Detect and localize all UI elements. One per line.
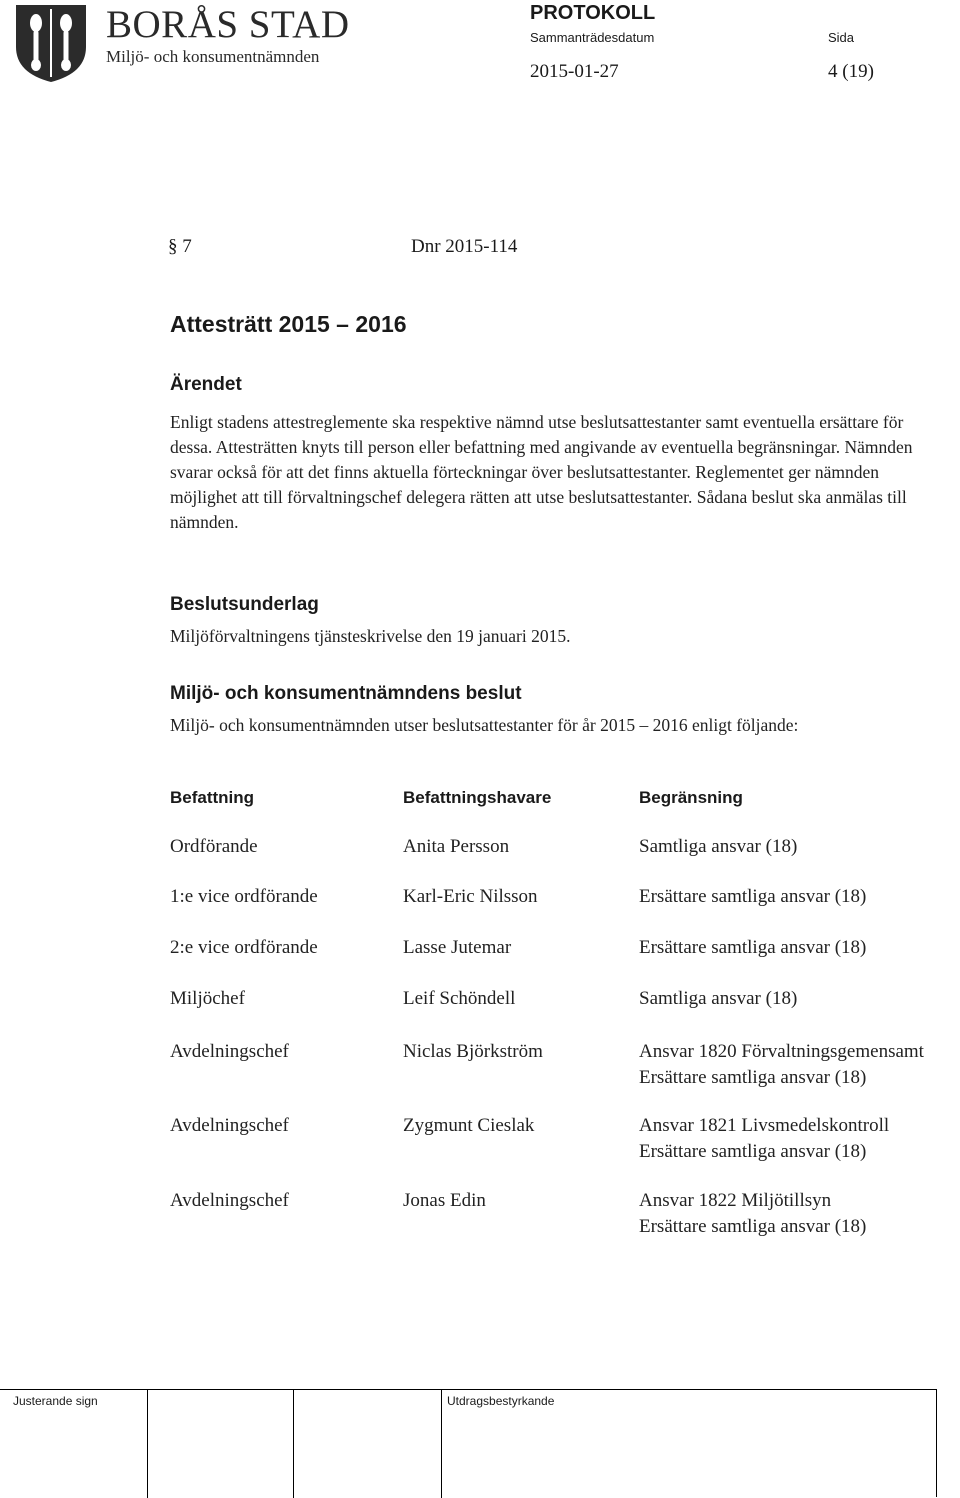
divider <box>441 1390 442 1498</box>
document-type: PROTOKOLL <box>530 2 656 24</box>
cell-limit: Samtliga ansvar (18) <box>639 988 798 1009</box>
paragraph-beslut: Miljö- och konsumentnämnden utser beslutsattestanter för år 2015 – 2016 enligt följande: <box>170 715 799 735</box>
paragraph-beslutsunderlag: Miljöförvaltningens tjänsteskrivelse den 19 januari 2015. <box>170 626 571 646</box>
justerande-sign-label: Justerande sign <box>13 1394 98 1408</box>
cell-limit: Samtliga ansvar (18) <box>639 836 798 857</box>
cell-limit-line2: Ersättare samtliga ansvar (18) <box>639 1067 867 1088</box>
organization-name: BORÅS STAD <box>106 3 350 46</box>
meeting-date-label: Sammanträdesdatum <box>530 30 655 45</box>
cell-limit-line2: Ersättare samtliga ansvar (18) <box>639 1141 867 1162</box>
cell-limit: Ersättare samtliga ansvar (18) <box>639 937 867 958</box>
cell-role: Avdelningschef <box>170 1115 289 1136</box>
cell-limit <box>639 1188 866 1240</box>
divider <box>293 1390 294 1498</box>
borås-coat-of-arms-logo <box>14 3 88 83</box>
cell-holder: Leif Schöndell <box>403 988 516 1009</box>
cell-holder: Lasse Jutemar <box>403 937 512 958</box>
cell-holder: Anita Persson <box>403 836 510 857</box>
diary-number: Dnr 2015-114 <box>411 236 518 257</box>
cell-role: 2:e vice ordförande <box>170 937 318 958</box>
page-label: Sida <box>828 30 855 45</box>
cell-limit-line1: Ansvar 1820 Förvaltningsgemensamt <box>639 1041 924 1062</box>
cell-holder: Niclas Björkström <box>403 1041 543 1062</box>
table-header-befattningshavare: Befattningshavare <box>403 788 552 807</box>
table-header-begransning: Begränsning <box>639 788 743 807</box>
heading-beslutsunderlag: Beslutsunderlag <box>170 594 319 615</box>
heading-arendet: Ärendet <box>170 374 242 395</box>
cell-limit <box>639 1113 889 1165</box>
page-number: 4 (19) <box>828 61 874 82</box>
cell-role: 1:e vice ordförande <box>170 886 318 907</box>
item-title: Attesträtt 2015 – 2016 <box>170 311 407 337</box>
cell-role: Miljöchef <box>170 988 245 1009</box>
cell-role: Ordförande <box>170 836 258 857</box>
cell-holder: Jonas Edin <box>403 1190 486 1211</box>
cell-limit: Ersättare samtliga ansvar (18) <box>639 886 867 907</box>
divider <box>147 1390 148 1498</box>
paragraph-arendet: Enligt stadens attestreglemente ska respektive nämnd utse beslutsattestanter samt eventuella ersättare för dessa. Attesträtten knyts till person eller befattning med angivande av eventuella begränsningar. Nämnden svarar också för att det finns aktuella förteckningar över beslutsattestanter. Reglementet ger nämnden möjlighet att till förvaltningschef delegera rätten att utse beslutsattestanter. Sådana beslut ska anmälas till nämnden. <box>170 412 913 532</box>
cell-holder: Zygmunt Cieslak <box>403 1115 535 1136</box>
table-header-befattning: Befattning <box>170 788 255 807</box>
cell-limit-line1: Ansvar 1821 Livsmedelskontroll <box>639 1115 890 1136</box>
meeting-date: 2015-01-27 <box>530 61 619 82</box>
cell-limit <box>639 1039 924 1091</box>
section-number: § 7 <box>168 236 192 257</box>
cell-role: Avdelningschef <box>170 1190 289 1211</box>
committee-name: Miljö- och konsumentnämnden <box>106 47 320 66</box>
cell-holder: Karl-Eric Nilsson <box>403 886 538 907</box>
signature-box <box>0 1389 937 1497</box>
cell-limit-line2: Ersättare samtliga ansvar (18) <box>639 1216 867 1237</box>
cell-role: Avdelningschef <box>170 1041 289 1062</box>
utdragsbestyrkande-label: Utdragsbestyrkande <box>447 1394 555 1408</box>
cell-limit-line1: Ansvar 1822 Miljötillsyn <box>639 1190 832 1211</box>
heading-beslut: Miljö- och konsumentnämndens beslut <box>170 683 522 704</box>
